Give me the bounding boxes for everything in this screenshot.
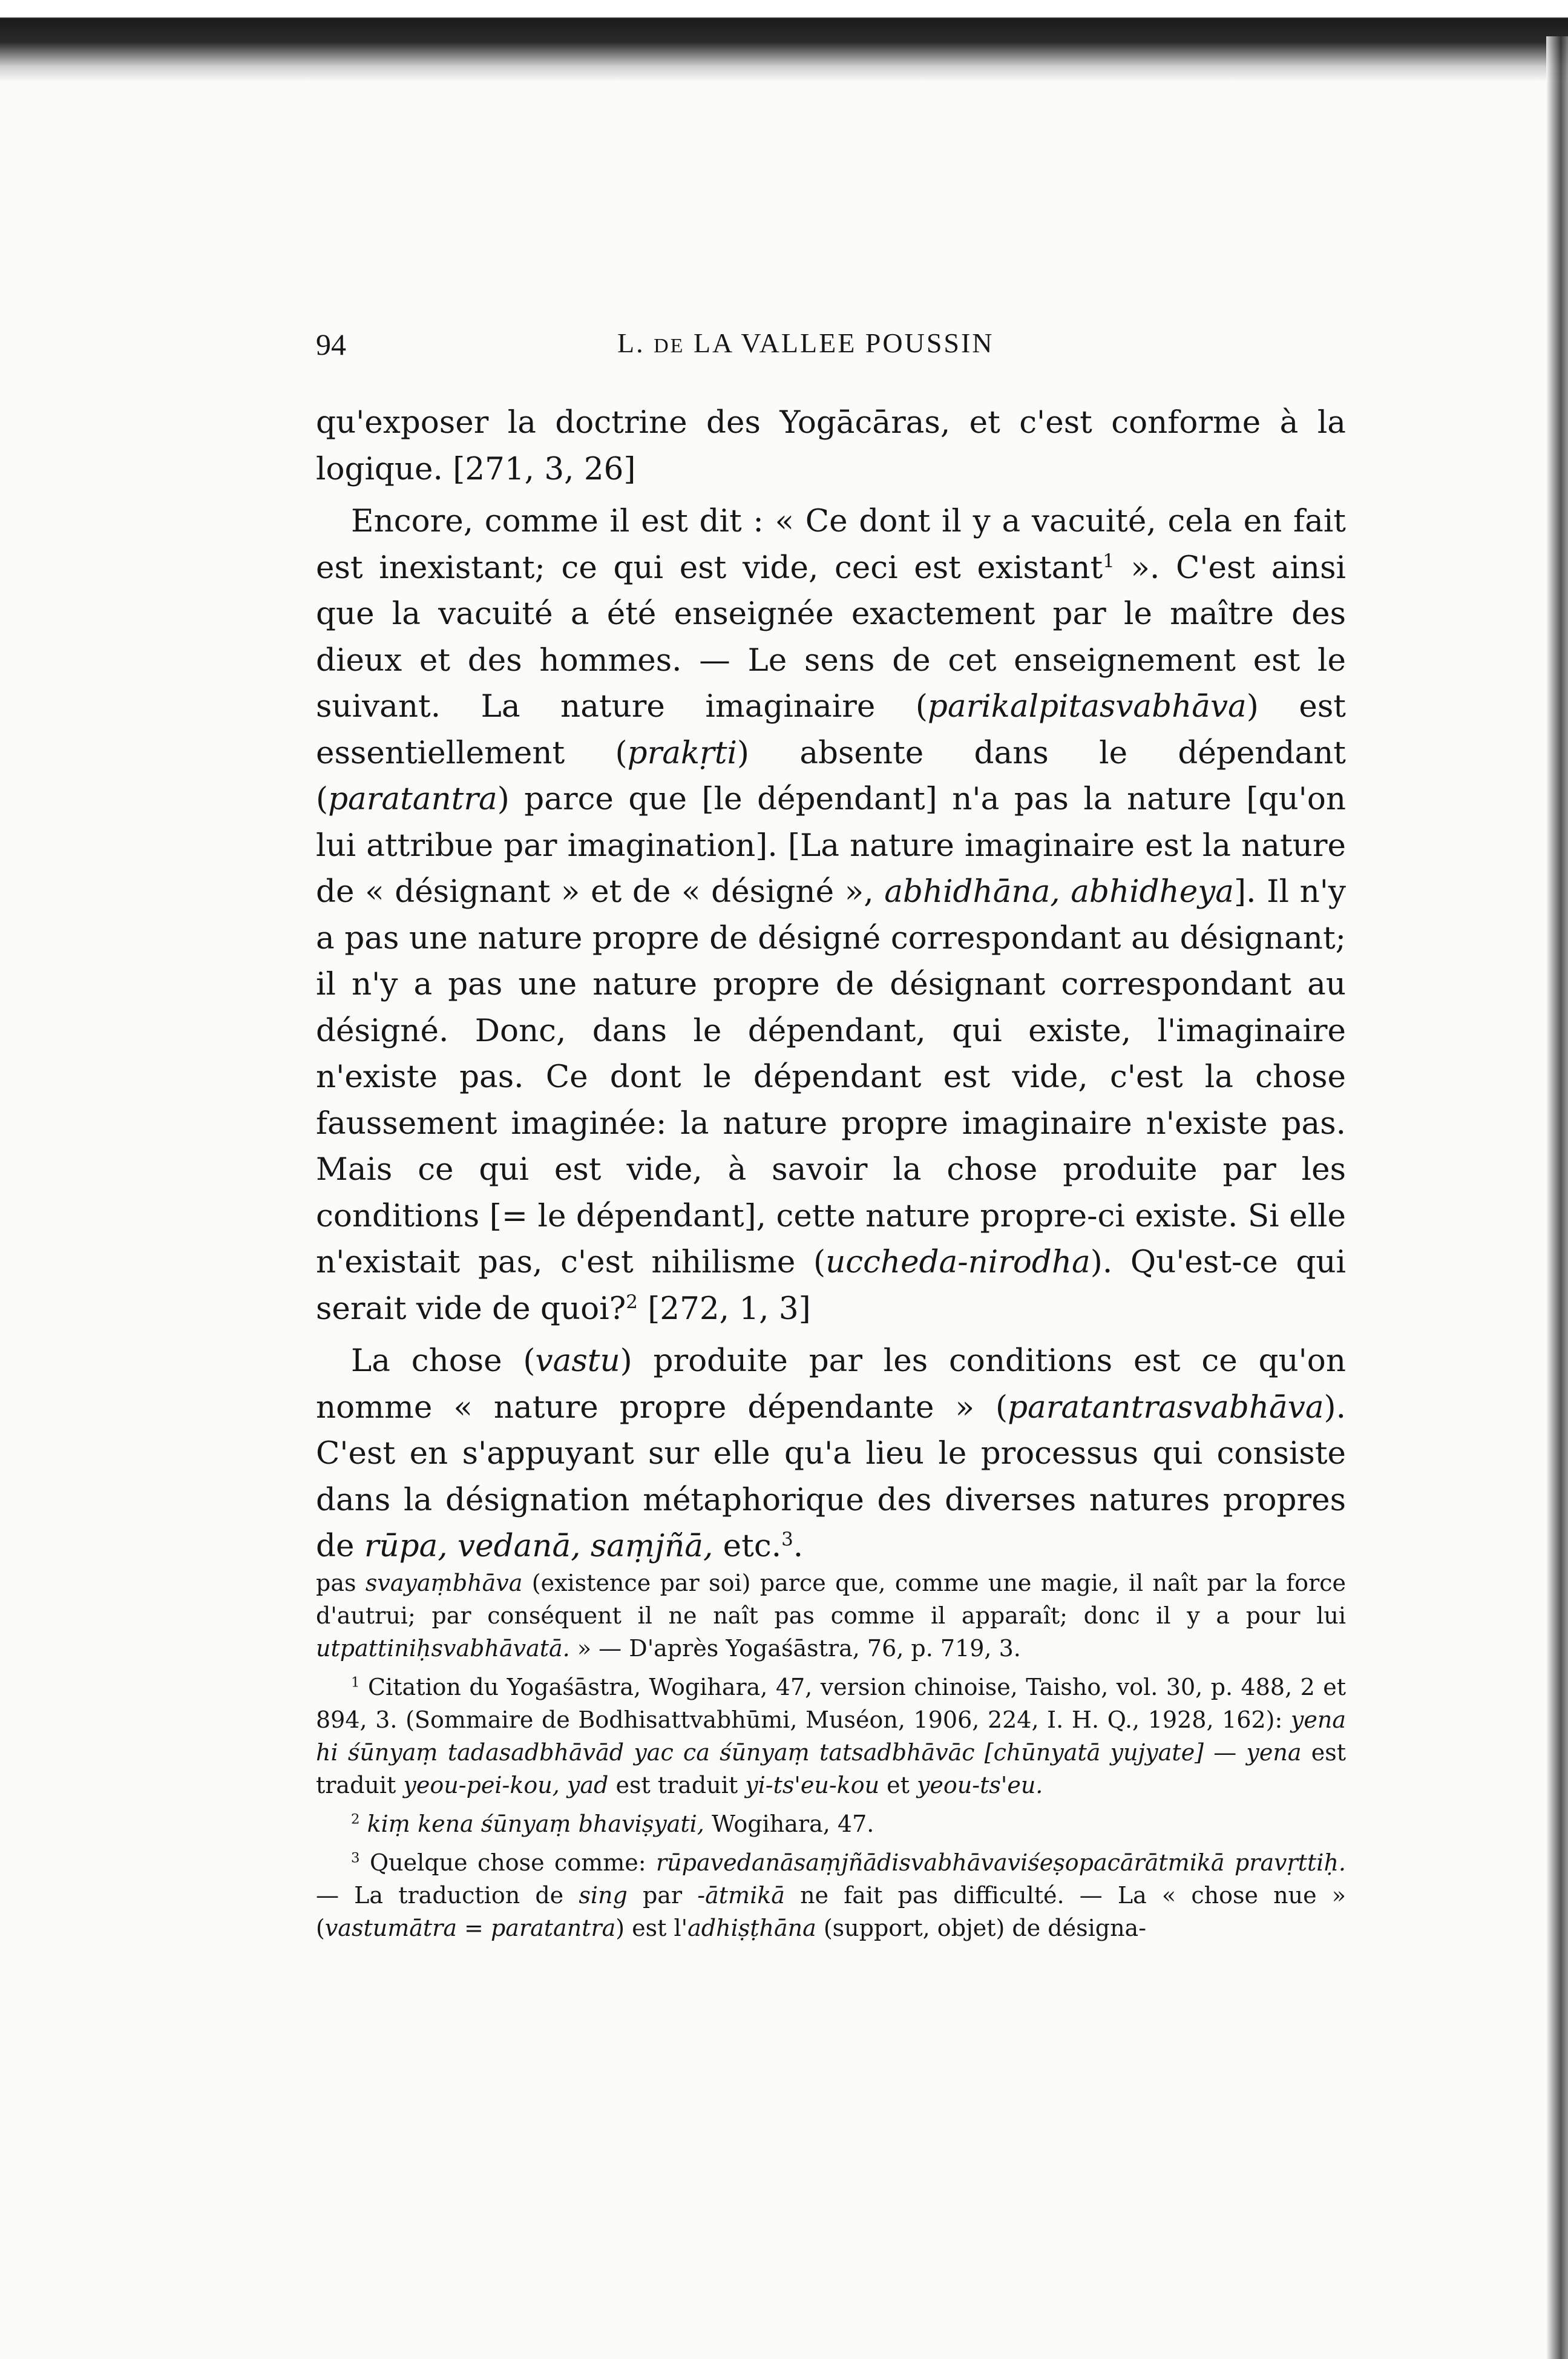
main-text [316,400,1346,1570]
footnote-2-number: 2 [351,1811,360,1828]
term-rupa-vedana-samjna: rūpa, vedanā, saṃjñā, [364,1528,713,1564]
fn3-term-1: rūpavedanāsaṃjñādisvabhāvaviśeṣopacārātmikā pravṛttiḥ. [656,1849,1347,1876]
p2-text-f: ]. Il n'y a pas une nature propre de désigné correspondant au désignant; il n'y a pas une nature propre de désignant correspondant au désigné. Donc, dans le dépendant, qui existe, l'imaginaire n'existe pas. Ce dont le dépendant est vide, c'est la chose faussement imaginée: la nature propre imaginaire n'existe pas. Mais ce qui est vide, à savoir la chose produite par les conditions [= le dépendant], cette nature propre-ci existe. Si elle n'existait pas, c'est nihilisme ( [316,874,1346,1280]
fn1-term-6: yeou-ts'eu. [916,1772,1043,1798]
fn3-term-2: sing [579,1882,628,1909]
p2-text-b: ». C'est ainsi que la vacuité a été enseignée exactement par le maître des dieux et des hommes. — Le sens de cet enseignement est le suivant. La nature imaginaire ( [316,549,1346,725]
fn-cont-text-b: (existence par soi) parce que, comme une magie, il naît par la force d'autrui; par conséquent il ne naît pas comme il apparaît; donc il y a pour lui [316,1570,1346,1629]
scan-top-edge [0,0,1568,82]
footnote-ref-3[interactable]: 3 [781,1528,793,1550]
footnote-3 [316,1846,1346,1944]
fn3-text-b: — La traduction de [316,1882,579,1909]
paragraph-1: qu'exposer la doctrine des Yogācāras, et c'est conforme à la logique. [271, 3, 26] [316,404,1346,487]
fn1-text-e: est traduit [608,1772,746,1798]
footnote-ref-2[interactable]: 2 [626,1291,638,1313]
term-prakrti: prakṛti [627,734,737,771]
term-paratantrasvabhava: paratantrasvabhāva [1008,1389,1324,1426]
fn3-text-a: Quelque chose comme: [359,1849,657,1876]
footnote-2 [316,1808,1346,1840]
footnote-continuation [316,1567,1346,1665]
p2-text-g: ). Qu'est-ce qui serait vide de quoi? [316,1244,1346,1327]
footnote-3-number: 3 [351,1850,360,1866]
p2-text-h: [272, 1, 3] [637,1290,811,1327]
fn3-term-5: adhiṣṭhāna [687,1915,816,1941]
fn1-text-c: est traduit [316,1739,1346,1798]
term-parikalpitasvabhava: parikalpitasvabhāva [927,688,1247,725]
page-number: 94 [316,327,346,361]
fn1-term-2: yena [1246,1739,1302,1766]
fn1-term-4: yad [566,1772,609,1798]
fn1-term-5: yi-ts'eu-kou [745,1772,880,1798]
p3-text-d: etc. [713,1528,782,1564]
term-paratantra: paratantra [328,781,497,817]
p3-text-a: La chose ( [351,1343,536,1379]
fn3-term-3: -ātmikā [697,1882,785,1909]
fn3-text-d: ne fait pas difficulté. — La « chose nue » ( [316,1882,1346,1941]
running-head [617,327,994,359]
footnotes [316,1567,1346,1950]
fn1-text-d [560,1772,567,1798]
p2-text-e: ) parce que [le dépendant] n'a pas la nature [qu'on lui attribue par imagination]. [La nature imaginaire est la nature de « désignant » et de « désigné », [316,781,1346,910]
fn2-text-a: Wogihara, 47. [704,1811,874,1837]
scan-right-edge [1546,36,1568,2359]
running-head-name: LA VALLEE POUSSIN [693,327,994,358]
term-abhidhana: abhidhāna, abhidheya [884,874,1235,910]
fn3-text-e: ) est l' [615,1915,688,1941]
fn-cont-term-1: svayaṃbhāva [365,1570,523,1596]
fn3-text-f: (support, objet) de désigna- [816,1915,1147,1941]
p3-text-c: ). C'est en s'appuyant sur elle qu'a lieu le processus qui consiste dans la désignation métaphorique des diverses natures propres de [316,1389,1346,1564]
p2-text-d: ) absente dans le dépendant ( [316,734,1346,817]
fn2-term-1: kiṃ kena śūnyaṃ bhaviṣyati, [359,1811,704,1837]
footnote-1-number: 1 [351,1674,360,1691]
fn3-text-c: par [627,1882,698,1909]
running-head-initial: L. [617,327,645,358]
p3-text-e: . [793,1528,804,1564]
term-uccheda-nirodha: uccheda-nirodha [825,1244,1091,1280]
fn1-text-a: Citation du Yogaśāstra, Wogihara, 47, version chinoise, Taisho, vol. 30, p. 488, 2 et 894, 3. (Sommaire de Bodhisattvabhūmi, Muséon, 1906, 224, I. H. Q., 1928, 162): [316,1674,1346,1733]
fn1-term-3: yeou-pei-kou, [403,1772,560,1798]
p2-text-a: Encore, comme il est dit : « Ce dont il y a vacuité, cela en fait est inexistant; ce qui est vide, ceci est existant [316,503,1346,586]
footnote-ref-1[interactable]: 1 [1103,550,1115,572]
p2-text-c: ) est essentiellement ( [316,688,1346,771]
running-head-de: DE [654,335,685,357]
fn1-term-1: yena hi śūnyaṃ tadasadbhāvād yac ca śūnyaṃ tatsadbhāvāc [chūnyatā yujyate] [316,1706,1346,1766]
paragraph-2 [316,498,1346,1332]
fn1-text-b: — [1204,1739,1247,1766]
footnote-1 [316,1671,1346,1801]
paragraph-3 [316,1338,1346,1570]
fn-cont-term-2: utpattiniḥsvabhāvatā. [316,1635,570,1662]
fn-cont-text-c: » — D'après Yogaśāstra, 76, p. 719, 3. [569,1635,1021,1662]
fn-cont-text-a: pas [316,1570,366,1596]
term-vastu: vastu [535,1343,620,1379]
fn1-text-f: et [879,1772,917,1798]
p3-text-b: ) produite par les conditions est ce qu'on nomme « nature propre dépendante » ( [316,1343,1346,1426]
fn3-term-4: vastumātra = paratantra [324,1915,616,1941]
